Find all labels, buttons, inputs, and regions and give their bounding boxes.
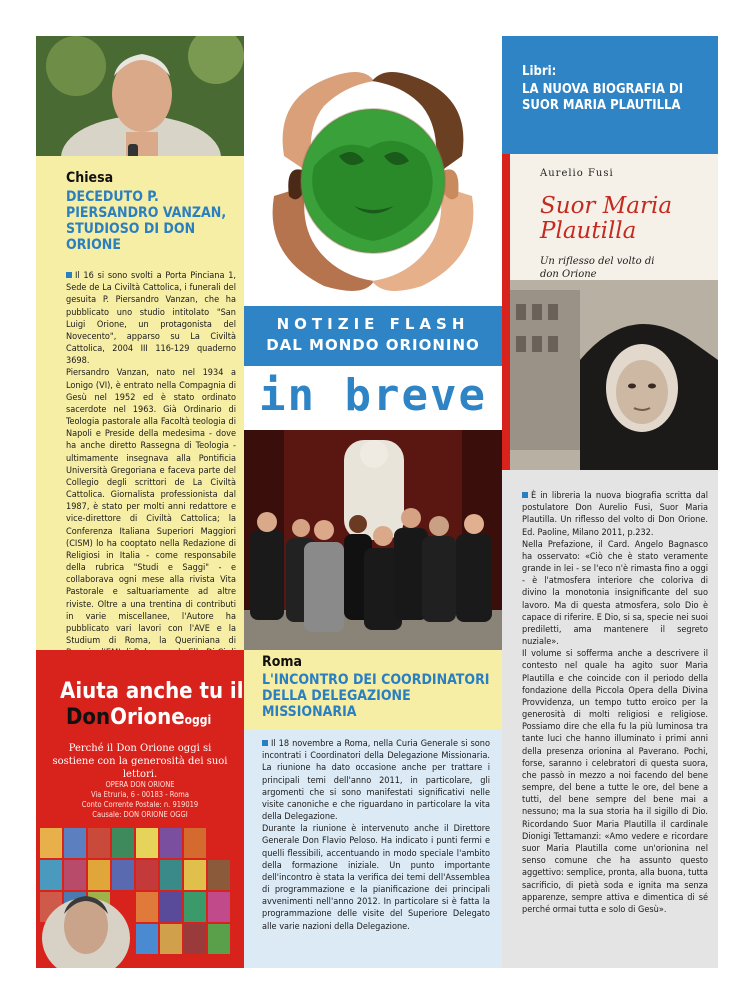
bullet-marker (262, 740, 268, 746)
right-article-section: Libri: (522, 64, 557, 79)
promo-subtitle: Perché il Don Orione oggi si sostiene con la generosità dei suoi lettori. (52, 743, 228, 780)
book-author: Aurelio Fusi (540, 168, 614, 179)
right-article-p1: È in libreria la nuova biografia scritta dal postulatore Don Aurelio Fusi, Suor Maria Plautilla. Un riflesso del volto di Don Orione. Ed. Paoline, Milano 2011, p.232. (522, 491, 708, 538)
portrait-illustration (36, 36, 244, 156)
bullet-marker (66, 272, 72, 278)
right-article-headline: LA NUOVA BIOGRAFIA DI SUOR MARIA PLAUTILLA (522, 82, 684, 114)
promo-address (50, 780, 230, 821)
book-title: Suor Maria Plautilla (540, 193, 673, 245)
magazine-covers-collage (36, 826, 244, 968)
book-subtitle: Un riflesso del volto di don Orione (540, 256, 655, 280)
right-article-paragraph: Nella Prefazione, il Card. Angelo Bagnasco ha osservato: «Ciò che è stato veramente grande in lei - se l'eco n'è rimasta fino a oggi - è l'atmosfera interiore che coloriva di divino la monotonia insignificante del suo lavoro. Ma di questa atmosfera, solo Dio è capace di riferire. E Dio, si sa, specie nei suoi prediletti, ama mantenere il segreto nuziale». (522, 539, 708, 648)
right-article-body-panel (502, 470, 718, 968)
promo-address-line: Via Etruria, 6 - 00183 - Roma (90, 790, 189, 800)
right-article-paragraph: Il volume si sofferma anche a descrivere il contesto nel quale ha agito suor Maria Plautilla e che coincide con il periodo della fondazione della Piccola Opera della Divina Provvidenza, un tempo tutto eroico per la generosità di molti religiosi e religiose. Possiamo dire che ella fu la più luminosa tra tante luci che hanno illuminato i primi anni della presenza orionina al Paverano. Pochi, forse, saranno i celebratori di questa suora, che passò in mezzo a noi facendo del bene sempre, del bene a tutte le ore, del bene a tutti, del bene sempre del bene mai a nessuno; ma la sua storia ha il sigillo di Dio. Ricordando Suor Maria Plautilla il cardinale Dionigi Tettamanzi: «Amo vedere e ricordare suor Maria Plautilla come un'orionina nel senso comune che ha assunto questo aggettivo: semplice, pronta, alla buona, tutta sacrificio, di pietà soda e ignita ma senza apparenze, sempre attiva e dimentica di sé perché ormai tutta e solo di Gesù». (522, 649, 708, 915)
left-article-paragraph: Piersandro Vanzan, nato nel 1934 a Lonigo (VI), è entrato nella Compagnia di Gesù nel 1952 ed è stato ordinato sacerdote nel 1963. Già Ordinario di Teologia pastorale alla Facoltà teologia di Napoli e Preside della medesima - dove ha anche diretto Rassegna di Teologia - ultimamente insegnava alla Pontificia Università Gregoriana e faceva parte del Collegio degli scrittori de La Civiltà Cattolica. Giornalista professionista dal 1987, è stato per molti anni redattore e vice-direttore di Civiltà Cattolica; la Conferenza Italiana Superiori Maggiori (CISM) lo ha cooptato nella Redazione di Religiosi in Italia - come responsabile della rubrica "Studi e Saggi" - e collaborava ogni mese alla rivista Vita Pastorale e saltuariamente ad altre riviste. Oltre a una trentina di contributi in varie miscellanee, l'Autore ha pubblicato vari lavori con l'AVE e la Studium di Roma, la Queriniana di (66, 368, 236, 647)
promo-brand-oggi: oggi (184, 713, 212, 727)
book-cover-photo (510, 280, 718, 470)
right-article-paragraph (522, 490, 708, 539)
right-article-body (522, 490, 708, 916)
left-article-headline: DECEDUTO P. PIERSANDRO VANZAN, STUDIOSO DI DON ORIONE (66, 189, 227, 254)
in-breve-title: in breve (259, 370, 487, 421)
left-article-p1: Il 16 si sono svolti a Porta Pinciana 1, Sede de La Civiltà Cattolica, i funerali del gesuita P. Piersandro Vanzan, che ha pubblicato uno studio intitolato "San Luigi Orione, un protagonista del Novecento", apparso su La Civiltà Cattolica, 2004 III 116-129 quaderno 3698. (66, 271, 236, 367)
middle-article-headline: L'INCONTRO DEI COORDINATORI DELLA DELEGAZIONE MISSIONARIA (262, 672, 490, 721)
left-article-body (66, 270, 236, 672)
book-cover (502, 154, 718, 470)
group-photo-illustration (244, 430, 502, 650)
left-article-panel (36, 156, 244, 650)
left-article-section: Chiesa (66, 170, 114, 186)
bullet-marker (522, 492, 528, 498)
promo-address-line: Conto Corrente Postale: n. 919019 (81, 800, 199, 810)
middle-article-section: Roma (262, 654, 302, 670)
banner-line-2: DAL MONDO ORIONINO (266, 336, 480, 354)
in-breve-title-area (244, 366, 502, 430)
middle-article-paragraph: Durante la riunione è intervenuto anche il Direttore Generale Don Flavio Peloso. Ha indicato i punti fermi e quelli flessibili, accentuando in modo speciale l'ambito della formazione iniziale. Un punto importante dell'incontro è stata la verifica dei temi dell'Assemblea di programmazione e la pianificazione dei principali avvenimenti nell'anno 2012. In particolare si è fatta la programmazione delle visite del Superiore Delegato alle varie nazioni della Delegazione. (262, 824, 490, 932)
promo-title: Aiuta anche tu il (60, 679, 244, 704)
left-article-paragraph (66, 270, 236, 367)
book-spine-stripe (502, 154, 510, 470)
promo-brand-don: Don (66, 705, 111, 730)
promo-address-line: Causale: DON ORIONE OGGI (92, 810, 188, 820)
promo-address-line: OPERA DON ORIONE (105, 780, 175, 789)
middle-article-body (262, 738, 490, 933)
middle-article-paragraph (262, 738, 490, 823)
banner-line-1: NOTIZIE FLASH (276, 315, 470, 333)
middle-article-p1: Il 18 novembre a Roma, nella Curia Generale si sono incontrati i Coordinatori della Delegazione Missionaria. La riunione ha dato occasione anche per trattare i principali temi dell'anno 2011, in particolare, gli argomenti che si sono manifestati significativi nelle visite canoniche e che riguardano in particolare la vita della Delegazione. (262, 739, 490, 823)
middle-article-body-panel (244, 730, 502, 968)
coordinators-group-photo (244, 430, 502, 650)
hands-around-globe-illustration (244, 36, 502, 306)
vanzan-portrait-photo (36, 36, 244, 156)
hands-globe-photo (244, 36, 502, 306)
subscription-promo (36, 650, 244, 968)
right-article-header-panel (502, 36, 718, 154)
promo-brand-orione: Orione (110, 705, 185, 730)
promo-brand (66, 705, 211, 730)
news-flash-banner (244, 306, 502, 366)
